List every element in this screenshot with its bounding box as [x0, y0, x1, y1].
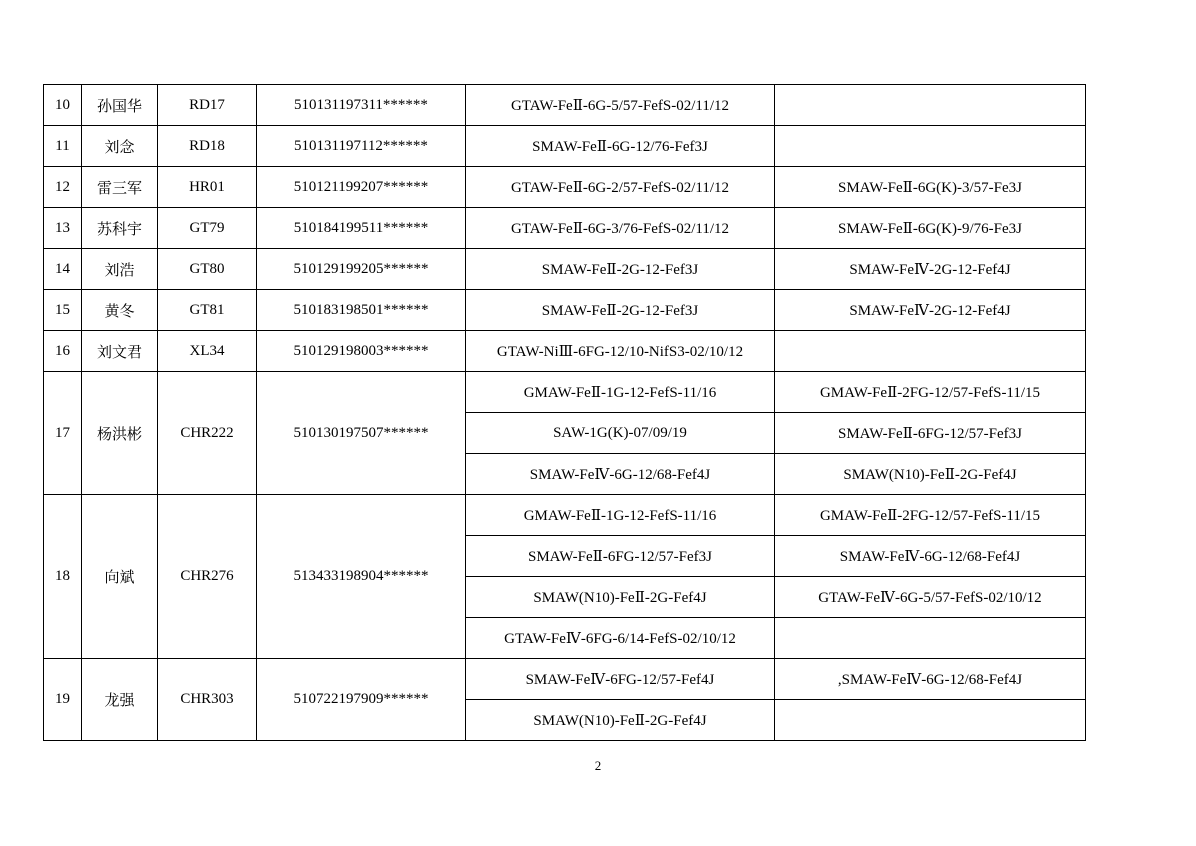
- qualification-item: GMAW-FeⅡ-2FG-12/57-FefS-11/15: [775, 372, 1086, 413]
- id-number: 510131197311******: [257, 85, 466, 126]
- qualification-item: GTAW-FeⅡ-6G-5/57-FefS-02/11/12: [466, 85, 775, 126]
- qualification-item: [775, 126, 1086, 167]
- welder-code: GT81: [158, 290, 257, 331]
- qualification-item: SMAW-FeⅣ-2G-12-Fef4J: [775, 290, 1086, 331]
- table-row: [44, 126, 1086, 167]
- welder-name: 苏科宇: [82, 208, 158, 249]
- row-number: 11: [44, 126, 82, 167]
- qualification-item: SMAW-FeⅣ-6G-12/68-Fef4J: [466, 454, 775, 495]
- qualification-item: SMAW-FeⅡ-6G-12/76-Fef3J: [466, 126, 775, 167]
- qualification-item: SMAW-FeⅣ-2G-12-Fef4J: [775, 249, 1086, 290]
- qualification-item: GTAW-FeⅡ-6G-3/76-FefS-02/11/12: [466, 208, 775, 249]
- id-number: 510129198003******: [257, 331, 466, 372]
- qualification-item: [775, 700, 1086, 741]
- id-number: 510121199207******: [257, 167, 466, 208]
- row-number: 14: [44, 249, 82, 290]
- qualification-item: SMAW(N10)-FeⅡ-2G-Fef4J: [466, 700, 775, 741]
- welder-code: CHR222: [158, 372, 257, 495]
- qualification-item: GTAW-FeⅣ-6FG-6/14-FefS-02/10/12: [466, 618, 775, 659]
- qualification-item: SMAW-FeⅣ-6FG-12/57-Fef4J: [466, 659, 775, 700]
- welder-name: 雷三军: [82, 167, 158, 208]
- welder-code: RD17: [158, 85, 257, 126]
- qualification-item: GTAW-FeⅡ-6G-2/57-FefS-02/11/12: [466, 167, 775, 208]
- row-number: 15: [44, 290, 82, 331]
- qualification-item: SMAW-FeⅡ-2G-12-Fef3J: [466, 290, 775, 331]
- table-row: [44, 249, 1086, 290]
- row-number: 10: [44, 85, 82, 126]
- welder-name: 龙强: [82, 659, 158, 741]
- welder-certificate-table: [43, 84, 1086, 741]
- row-number: 13: [44, 208, 82, 249]
- welder-name: 孙国华: [82, 85, 158, 126]
- qualification-item: SMAW-FeⅡ-6G(K)-9/76-Fe3J: [775, 208, 1086, 249]
- id-number: 510131197112******: [257, 126, 466, 167]
- id-number: 510184199511******: [257, 208, 466, 249]
- welder-name: 杨洪彬: [82, 372, 158, 495]
- welder-name: 刘文君: [82, 331, 158, 372]
- page-number: 2: [594, 758, 602, 773]
- table-row: [44, 659, 1086, 700]
- table-row: [44, 290, 1086, 331]
- welder-name: 刘念: [82, 126, 158, 167]
- qualification-item: SMAW-FeⅡ-2G-12-Fef3J: [466, 249, 775, 290]
- welder-code: GT80: [158, 249, 257, 290]
- qualification-item: SMAW(N10)-FeⅡ-2G-Fef4J: [466, 577, 775, 618]
- welder-code: RD18: [158, 126, 257, 167]
- row-number: 18: [44, 495, 82, 659]
- qualification-item: [775, 85, 1086, 126]
- qualification-item: GMAW-FeⅡ-1G-12-FefS-11/16: [466, 372, 775, 413]
- welder-code: XL34: [158, 331, 257, 372]
- qualification-item: GMAW-FeⅡ-1G-12-FefS-11/16: [466, 495, 775, 536]
- table-row: [44, 85, 1086, 126]
- qualification-item: [775, 331, 1086, 372]
- welder-name: 黄冬: [82, 290, 158, 331]
- table-body: [44, 85, 1086, 741]
- qualification-item: [775, 618, 1086, 659]
- qualification-item: GTAW-NiⅢ-6FG-12/10-NifS3-02/10/12: [466, 331, 775, 372]
- id-number: 510129199205******: [257, 249, 466, 290]
- qualification-item: ,SMAW-FeⅣ-6G-12/68-Fef4J: [775, 659, 1086, 700]
- welder-code: HR01: [158, 167, 257, 208]
- welder-code: CHR276: [158, 495, 257, 659]
- row-number: 12: [44, 167, 82, 208]
- qualification-item: SAW-1G(K)-07/09/19: [466, 413, 775, 454]
- table-row: [44, 167, 1086, 208]
- id-number: 510130197507******: [257, 372, 466, 495]
- qualification-item: SMAW-FeⅣ-6G-12/68-Fef4J: [775, 536, 1086, 577]
- qualification-item: GMAW-FeⅡ-2FG-12/57-FefS-11/15: [775, 495, 1086, 536]
- id-number: 510183198501******: [257, 290, 466, 331]
- table-row: [44, 372, 1086, 413]
- welder-name: 刘浩: [82, 249, 158, 290]
- id-number: 510722197909******: [257, 659, 466, 741]
- welder-code: GT79: [158, 208, 257, 249]
- qualification-item: SMAW-FeⅡ-6G(K)-3/57-Fe3J: [775, 167, 1086, 208]
- table-row: [44, 331, 1086, 372]
- row-number: 19: [44, 659, 82, 741]
- table-row: [44, 208, 1086, 249]
- qualification-item: GTAW-FeⅣ-6G-5/57-FefS-02/10/12: [775, 577, 1086, 618]
- qualification-item: SMAW-FeⅡ-6FG-12/57-Fef3J: [775, 413, 1086, 454]
- welder-code: CHR303: [158, 659, 257, 741]
- row-number: 16: [44, 331, 82, 372]
- qualification-item: SMAW(N10)-FeⅡ-2G-Fef4J: [775, 454, 1086, 495]
- welder-name: 向斌: [82, 495, 158, 659]
- qualification-item: SMAW-FeⅡ-6FG-12/57-Fef3J: [466, 536, 775, 577]
- row-number: 17: [44, 372, 82, 495]
- table-row: [44, 495, 1086, 536]
- id-number: 513433198904******: [257, 495, 466, 659]
